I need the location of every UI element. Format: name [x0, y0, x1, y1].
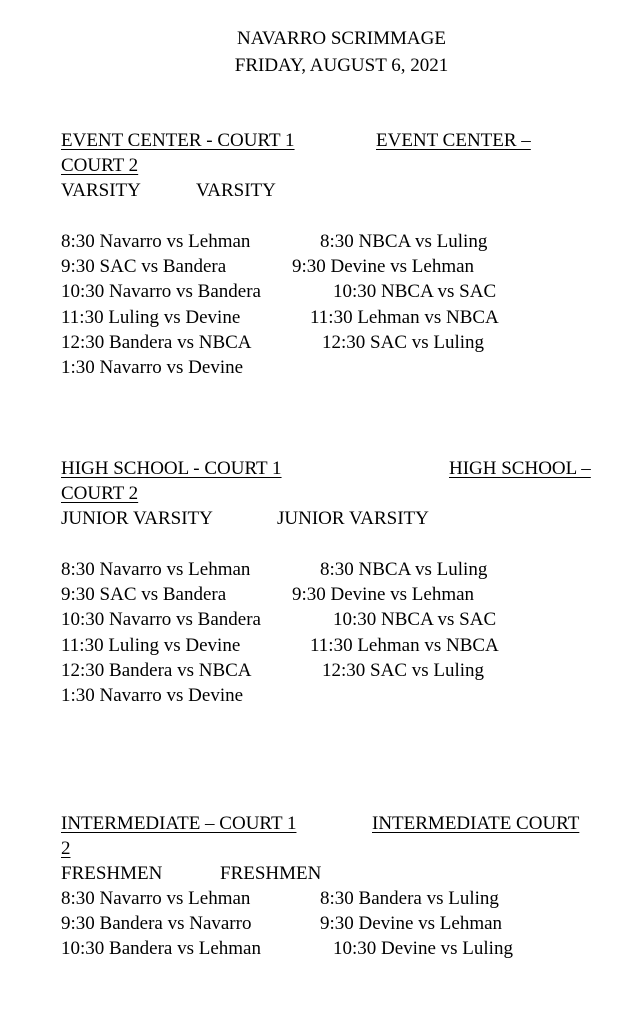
section-2-division-1: JUNIOR VARSITY [61, 508, 213, 529]
section-2-court-1-game: 12:30 Bandera vs NBCA [61, 660, 252, 681]
section-2-court-1-game: 1:30 Navarro vs Devine [61, 685, 244, 706]
section-1-court-1-heading: EVENT CENTER - COURT 1 [61, 130, 295, 151]
section-1-court-1-game: 12:30 Bandera vs NBCA [61, 332, 252, 353]
section-1-court-1-game: 1:30 Navarro vs Devine [61, 357, 244, 378]
section-1-court-1-game: 8:30 Navarro vs Lehman [61, 231, 251, 252]
section-2-division-2: JUNIOR VARSITY [277, 508, 429, 529]
section-2-court-2-game: 11:30 Lehman vs NBCA [310, 635, 499, 656]
section-3-court-2-heading-cont: 2 [61, 838, 71, 859]
section-3-division-1: FRESHMEN [61, 863, 163, 884]
section-1-division-2: VARSITY [196, 180, 276, 201]
section-1-court-2-game: 10:30 NBCA vs SAC [333, 281, 497, 302]
section-1-court-2-game: 12:30 SAC vs Luling [322, 332, 485, 353]
section-1-court-2-game: 9:30 Devine vs Lehman [292, 256, 475, 277]
section-3-court-1-game: 9:30 Bandera vs Navarro [61, 913, 252, 934]
page-date: FRIDAY, AUGUST 6, 2021 [234, 55, 449, 76]
section-3-division-2: FRESHMEN [220, 863, 322, 884]
section-1-court-1-game: 9:30 SAC vs Bandera [61, 256, 227, 277]
section-2-court-2-game: 10:30 NBCA vs SAC [333, 609, 497, 630]
section-1-court-2-heading-cont: COURT 2 [61, 155, 139, 176]
section-3-court-1-heading: INTERMEDIATE – COURT 1 [61, 813, 297, 834]
section-2-court-2-heading-cont: COURT 2 [61, 483, 139, 504]
section-3-court-1-game: 8:30 Navarro vs Lehman [61, 888, 251, 909]
section-1-court-1-game: 10:30 Navarro vs Bandera [61, 281, 261, 302]
section-2-court-2-game: 8:30 NBCA vs Luling [320, 559, 488, 580]
section-2-court-1-game: 9:30 SAC vs Bandera [61, 584, 227, 605]
page-title: NAVARRO SCRIMMAGE [237, 28, 446, 49]
section-2-court-2-game: 9:30 Devine vs Lehman [292, 584, 475, 605]
section-2-court-1-game: 8:30 Navarro vs Lehman [61, 559, 251, 580]
section-2-court-1-game: 10:30 Navarro vs Bandera [61, 609, 261, 630]
section-3-court-2-game: 8:30 Bandera vs Luling [320, 888, 499, 909]
section-3-court-1-game: 10:30 Bandera vs Lehman [61, 938, 261, 959]
section-1-court-2-game: 11:30 Lehman vs NBCA [310, 307, 499, 328]
section-1-court-2-game: 8:30 NBCA vs Luling [320, 231, 488, 252]
section-2-court-1-heading: HIGH SCHOOL - COURT 1 [61, 458, 282, 479]
section-3-court-2-heading: INTERMEDIATE COURT [372, 813, 580, 834]
section-3-court-2-game: 10:30 Devine vs Luling [333, 938, 513, 959]
section-2-court-1-game: 11:30 Luling vs Devine [61, 635, 241, 656]
section-2-court-2-heading: HIGH SCHOOL – [449, 458, 591, 479]
section-3-court-2-game: 9:30 Devine vs Lehman [320, 913, 503, 934]
section-2-court-2-game: 12:30 SAC vs Luling [322, 660, 485, 681]
section-1-court-2-heading: EVENT CENTER – [376, 130, 531, 151]
section-1-division-1: VARSITY [61, 180, 141, 201]
section-1-court-1-game: 11:30 Luling vs Devine [61, 307, 241, 328]
